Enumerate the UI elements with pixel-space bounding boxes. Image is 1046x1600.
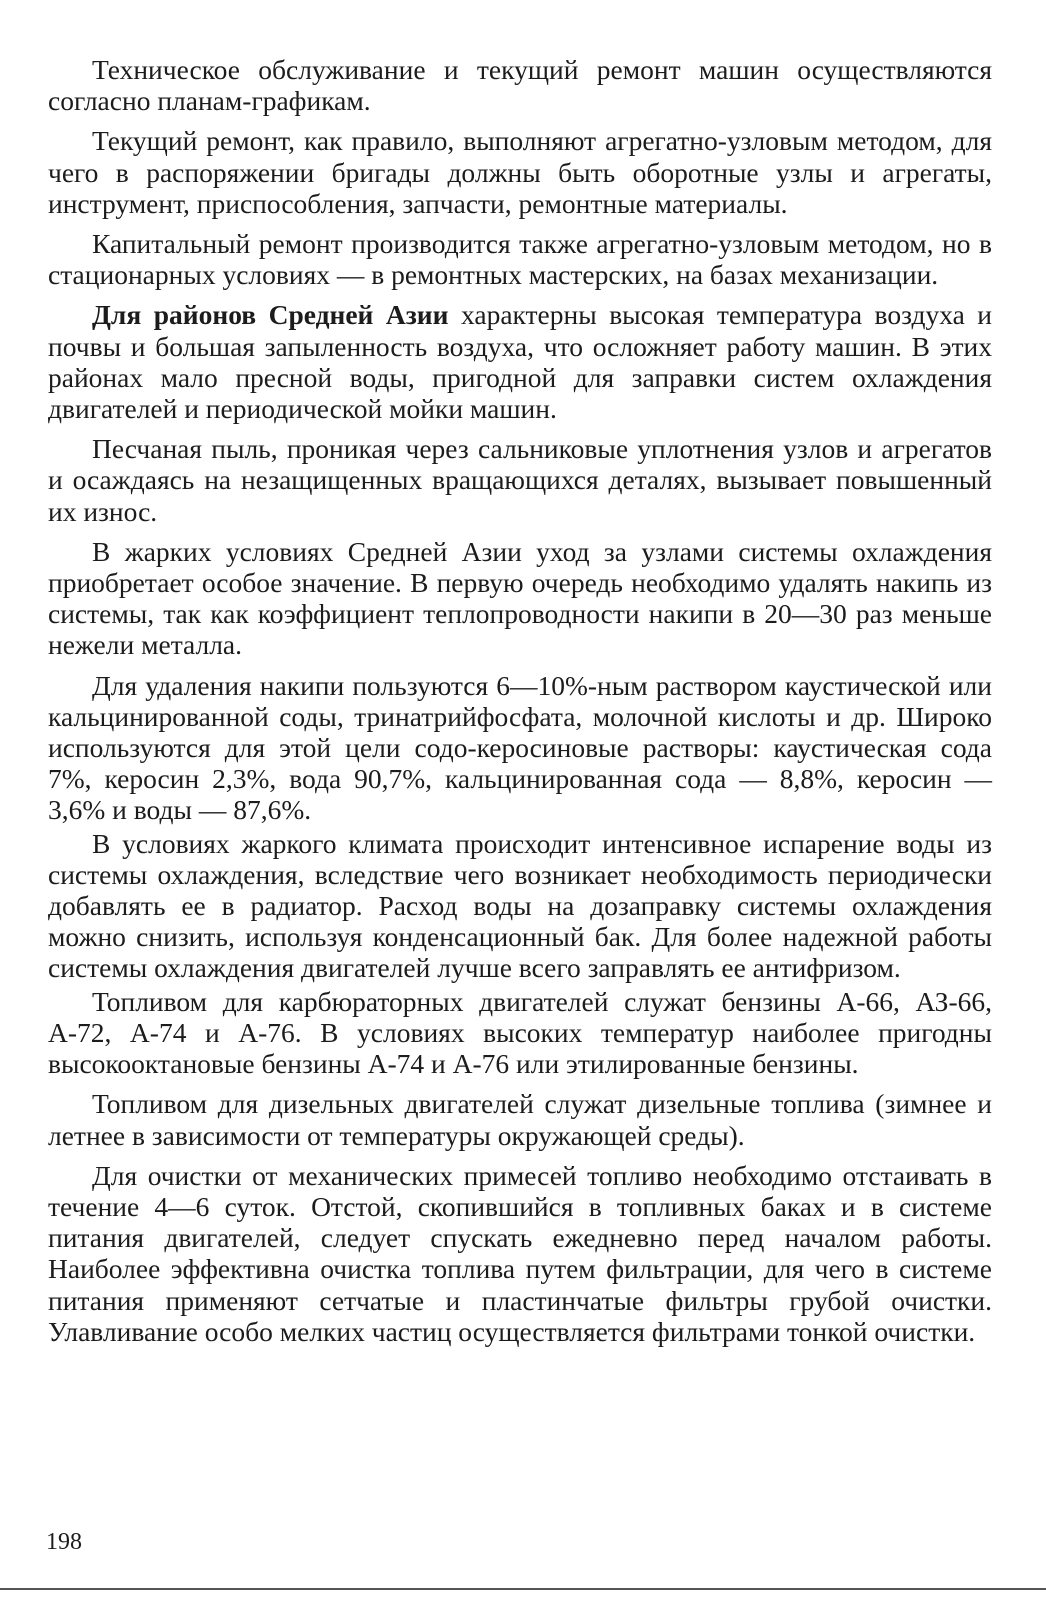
paragraph-maintenance: Техническое обслуживание и текущий ремонт машин осуществляются согласно планам-графикам. — [48, 54, 992, 117]
scan-edge-divider — [0, 1588, 1046, 1590]
paragraph-evaporation: В условиях жаркого климата происходит интенсивное испарение воды из системы охлаждения, вследствие чего возникает необходимость периодически добавлять ее в радиатор. Расход воды на дозаправку системы охлаждения можно снизить, используя конденсационный бак. Для более надежной работы системы охлаждения двигателей лучше всего заправлять ее антифризом. — [48, 827, 992, 984]
paragraph-lead-bold: Для районов Средней Азии — [92, 299, 449, 331]
paragraph-fuel-cleaning: Для очистки от механических примесей топливо необходимо отстаивать в течение 4—6 суток. Отстой, скопившийся в топливных баках и в системе питания двигателей, следует спускать ежедневно перед началом работы. Наиболее эффективна очистка топлива путем фильтрации, для чего в системе питания применяют сетчатые и пластинчатые фильтры грубой очистки. Улавливание особо мелких частиц осуществляется фильтрами тонкой очистки. — [48, 1159, 992, 1347]
paragraph-current-repair: Текущий ремонт, как правило, выполняют агрегатно-узловым методом, для чего в распоряжении бригады должны быть оборотные узлы и агрегаты, инструмент, приспособления, запчасти, ремонтные материалы. — [48, 125, 992, 219]
paragraph-diesel-fuel: Топливом для дизельных двигателей служат дизельные топлива (зимнее и летнее в зависимости от температуры окружающей среды). — [48, 1088, 992, 1151]
paragraph-central-asia: Для районов Средней Азии характерны высокая температура воздуха и почвы и большая запыленность воздуха, что осложняет работу машин. В этих районах мало пресной воды, пригодной для заправки систем охлаждения двигателей и периодической мойки машин. — [48, 299, 992, 425]
page-number: 198 — [46, 1529, 82, 1555]
paragraph-scale-removal: Для удаления накипи пользуются 6—10%-ным раствором каустической или кальцинированной соды, тринатрийфосфата, молочной кислоты и др. Широко используются для этой цели содо-керосиновые растворы: каустическая сода 7%, керосин 2,3%, вода 90,7%, кальцинированная сода — 8,8%, керосин — 3,6% и воды — 87,6%. — [48, 669, 992, 826]
paragraph-carburetor-fuel: Топливом для карбюраторных двигателей служат бензины А-66, АЗ-66, А-72, А-74 и А-76. В условиях высоких температур наиболее пригодны высокооктановые бензины А-74 и А-76 или этилированные бензины. — [48, 985, 992, 1080]
page-body — [48, 54, 992, 1356]
paragraph-capital-repair: Капитальный ремонт производится также агрегатно-узловым методом, но в стационарных условиях — в ремонтных мастерских, на базах механизации. — [48, 228, 992, 291]
paragraph-sand-dust: Песчаная пыль, проникая через сальниковые уплотнения узлов и агрегатов и осаждаясь на незащищенных вращающихся деталях, вызывает повышенный их износ. — [48, 433, 992, 527]
paragraph-cooling-care: В жарких условиях Средней Азии уход за узлами системы охлаждения приобретает особое значение. В первую очередь необходимо удалять накипь из системы, так как коэффициент теплопроводности накипи в 20—30 раз меньше нежели металла. — [48, 535, 992, 661]
